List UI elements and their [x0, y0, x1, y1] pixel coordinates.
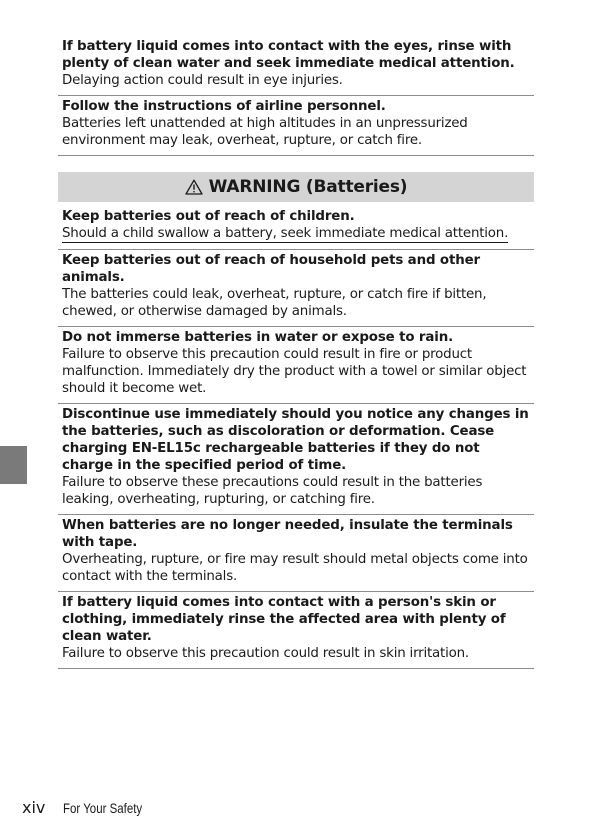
section-body: Should a child swallow a battery, seek immediate medical attention. — [62, 226, 509, 241]
section-heading: If battery liquid comes into contact with the eyes, rinse with plenty of clean water and seek immediate medical attention. — [62, 39, 515, 71]
footer-title: For Your Safety — [63, 800, 143, 816]
page-content — [58, 38, 534, 669]
spacer — [58, 156, 534, 172]
section-heading: Do not immerse batteries in water or expose to rain. — [62, 330, 454, 345]
chapter-tab — [0, 446, 27, 484]
section-heading: If battery liquid comes into contact with a person's skin or clothing, immediately rinse the affected area with plenty of clean water. — [62, 595, 506, 644]
section-body: The batteries could leak, overheat, rupture, or catch fire if bitten, chewed, or otherwise damaged by animals. — [62, 287, 487, 319]
safety-section — [58, 404, 534, 515]
page-number: xiv — [22, 798, 46, 817]
safety-section — [58, 96, 534, 156]
safety-section — [58, 206, 534, 250]
section-heading: Keep batteries out of reach of household pets and other animals. — [62, 253, 480, 285]
section-heading: Discontinue use immediately should you notice any changes in the batteries, such as discoloration or deformation. Cease charging EN-EL15c rechargeable batteries if they do not charge in the specified period of time. — [62, 407, 529, 473]
section-body: Overheating, rupture, or fire may result should metal objects come into contact with the terminals. — [62, 552, 528, 584]
safety-section — [58, 38, 534, 96]
section-body: Failure to observe this precaution could result in fire or product malfunction. Immediately dry the product with a towel or similar object should it become wet. — [62, 347, 527, 396]
safety-section — [58, 592, 534, 669]
section-body: Delaying action could result in eye injuries. — [62, 73, 343, 88]
warning-triangle-icon — [185, 179, 203, 195]
section-body: Failure to observe this precaution could result in skin irritation. — [62, 646, 469, 661]
section-heading: Keep batteries out of reach of children. — [62, 209, 355, 224]
section-heading: Follow the instructions of airline personnel. — [62, 99, 386, 114]
page-footer — [22, 798, 160, 817]
safety-section — [58, 250, 534, 327]
section-body: Failure to observe these precautions could result in the batteries leaking, overheating, rupturing, or catching fire. — [62, 475, 483, 507]
warning-header — [58, 172, 534, 202]
section-heading: When batteries are no longer needed, insulate the terminals with tape. — [62, 518, 513, 550]
warning-title: WARNING (Batteries) — [208, 177, 408, 197]
safety-section — [58, 515, 534, 592]
safety-section — [58, 327, 534, 404]
section-body: Batteries left unattended at high altitudes in an unpressurized environment may leak, overheat, rupture, or catch fire. — [62, 116, 468, 148]
